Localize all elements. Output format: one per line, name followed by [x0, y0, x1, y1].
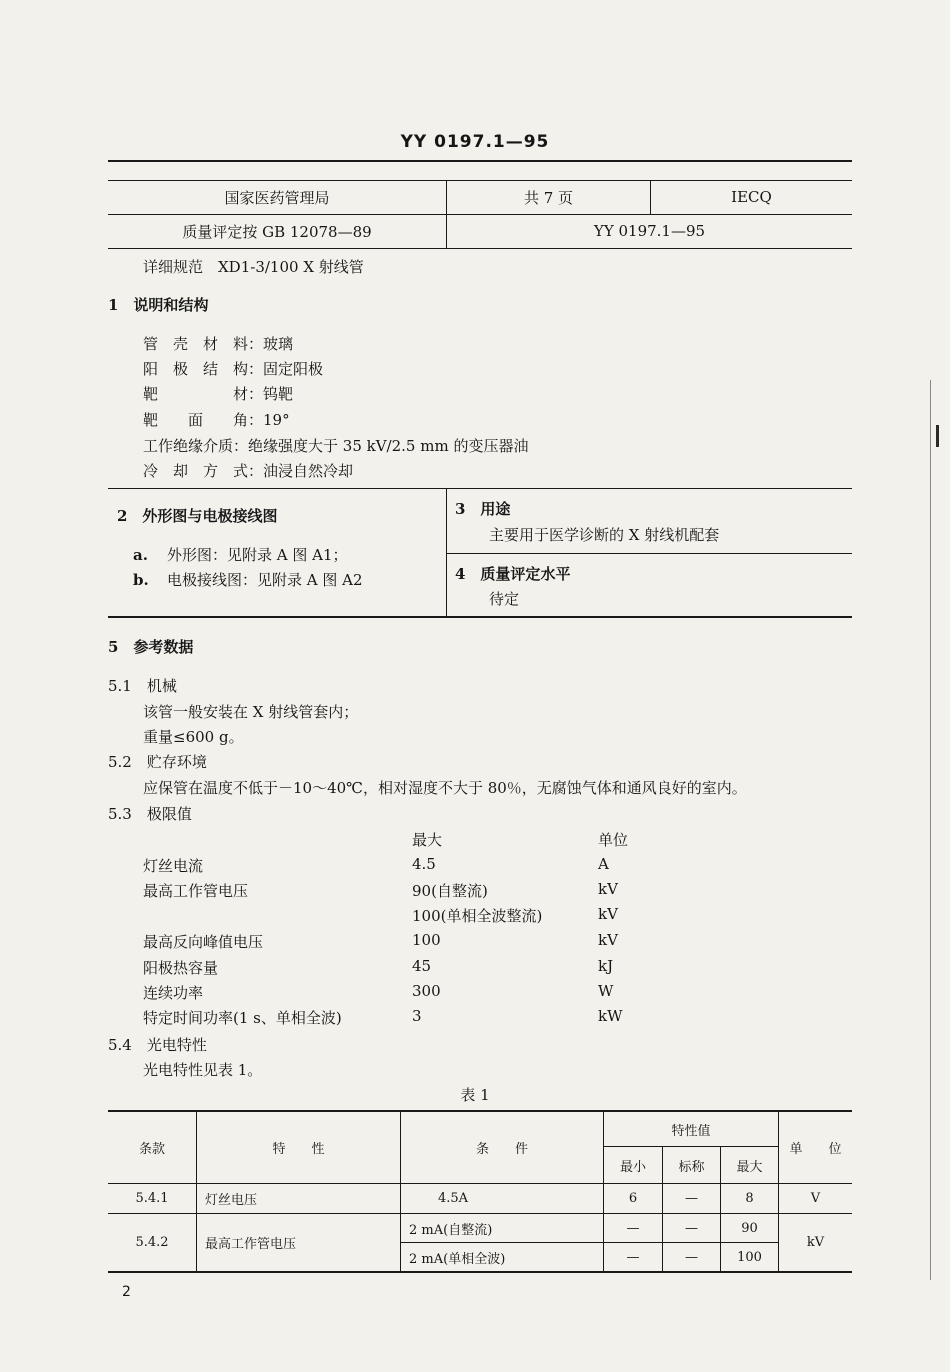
- section-5-title: 5 参考数据: [108, 638, 194, 656]
- td-unit: kV: [806, 1235, 825, 1250]
- limit-name: 阳极热容量: [143, 959, 219, 977]
- section-2-item-a: a. 外形图：见附录 A 图 A1；: [133, 546, 348, 564]
- section-5-2-text: 应保管在温度不低于－10～40℃，相对湿度不大于 80％，无腐蚀气体和通风良好的室内。: [143, 779, 747, 797]
- td-characteristic: 灯丝电压: [205, 1193, 258, 1208]
- limit-unit: kV: [598, 905, 618, 923]
- list-item: 靶 面 角：19°: [143, 411, 290, 429]
- section-3-text: 主要用于医学诊断的 X 射线机配套: [489, 526, 720, 544]
- td-nom: —: [685, 1249, 698, 1265]
- section-5-3-title: 5.3 极限值: [108, 805, 192, 823]
- section-5-1-title: 5.1 机械: [108, 677, 177, 695]
- limit-name: 特定时间功率(1 s、单相全波): [143, 1009, 342, 1027]
- page-number: 2: [122, 1284, 131, 1300]
- list-item: 阳 极 结 构：固定阳极: [143, 360, 324, 378]
- section-5-4-text: 光电特性见表 1。: [143, 1061, 263, 1079]
- limit-name: 最高工作管电压: [143, 882, 249, 900]
- system-cell: IECQ: [731, 188, 772, 206]
- td-characteristic: 最高工作管电压: [205, 1237, 297, 1252]
- section-5-2-title: 5.2 贮存环境: [108, 753, 207, 771]
- th-clause: 条款: [138, 1142, 165, 1157]
- limits-head-unit: 单位: [598, 831, 629, 849]
- limit-max: 90(自整流): [412, 882, 488, 900]
- td-min: —: [626, 1220, 640, 1236]
- section-5-1-line1: 该管一般安装在 X 射线管套内；: [143, 703, 359, 721]
- limit-unit: kW: [598, 1007, 623, 1025]
- td-max: 90: [741, 1220, 758, 1236]
- detail-spec-line: 详细规范 XD1-3/100 X 射线管: [143, 258, 364, 276]
- pages-cell: 共 7 页: [523, 188, 574, 207]
- limit-unit: kV: [598, 880, 618, 898]
- limit-name: 连续功率: [143, 984, 204, 1002]
- td-nom: —: [685, 1191, 698, 1206]
- th-nom: 标称: [678, 1159, 705, 1175]
- limit-name: 灯丝电流: [143, 857, 204, 875]
- limit-unit: kJ: [598, 957, 614, 975]
- limits-head-max: 最大: [412, 831, 443, 849]
- scan-edge-line: [930, 380, 931, 1280]
- list-item: 冷 却 方 式：油浸自然冷却: [143, 462, 354, 480]
- td-min: —: [626, 1249, 640, 1265]
- section-3-title: 3 用途: [455, 500, 511, 518]
- doc-code-cell: YY 0197.1—95: [593, 222, 706, 240]
- section-4-title: 4 质量评定水平: [455, 565, 571, 583]
- td-nom: —: [685, 1220, 698, 1236]
- limit-name: 最高反向峰值电压: [143, 933, 264, 951]
- limit-max: 4.5: [412, 855, 436, 873]
- th-values: 特性值: [671, 1123, 711, 1139]
- td-clause: 5.4.1: [135, 1191, 169, 1206]
- td-max: 100: [737, 1249, 762, 1265]
- limit-unit: W: [598, 982, 614, 1000]
- section-2-item-b: b. 电极接线图：见附录 A 图 A2: [133, 571, 363, 589]
- th-characteristic: 特 性: [272, 1142, 325, 1157]
- limit-max: 3: [412, 1007, 422, 1025]
- td-max: 8: [745, 1191, 754, 1206]
- td-clause: 5.4.2: [135, 1235, 169, 1250]
- list-item: 管 壳 材 料：玻璃: [143, 335, 294, 353]
- section-4-text: 待定: [489, 590, 520, 608]
- limit-unit: kV: [598, 931, 618, 949]
- section-1-title: 1 说明和结构: [108, 296, 209, 314]
- td-unit: V: [810, 1191, 821, 1206]
- table-1-caption: 表 1: [460, 1086, 490, 1104]
- th-max: 最大: [736, 1159, 763, 1175]
- page-header-code: YY 0197.1—95: [400, 132, 550, 152]
- limit-max: 100: [412, 931, 441, 949]
- quality-ref-cell: 质量评定按 GB 12078—89: [182, 222, 372, 241]
- issuer-cell: 国家医药管理局: [224, 188, 330, 207]
- scan-edge-mark: [936, 425, 939, 447]
- section-5-4-title: 5.4 光电特性: [108, 1036, 207, 1054]
- td-min: 6: [628, 1191, 638, 1206]
- list-item: 工作绝缘介质：绝缘强度大于 35 kV/2.5 mm 的变压器油: [143, 437, 529, 455]
- list-item: 靶 材：钨靶: [143, 385, 294, 403]
- td-condition: 2 mA(自整流): [409, 1222, 493, 1238]
- section-2-title: 2 外形图与电极接线图: [117, 507, 278, 525]
- th-unit: 单 位: [789, 1142, 842, 1157]
- limit-max: 100(单相全波整流): [412, 907, 543, 925]
- limit-unit: A: [598, 855, 609, 873]
- td-condition: 4.5A: [438, 1191, 469, 1206]
- th-min: 最小: [619, 1159, 646, 1175]
- section-5-1-line2: 重量≤600 g。: [143, 728, 244, 746]
- header-rule: [108, 160, 852, 162]
- th-condition: 条 件: [475, 1142, 528, 1157]
- limit-max: 300: [412, 982, 441, 1000]
- limit-max: 45: [412, 957, 432, 975]
- td-condition: 2 mA(单相全波): [409, 1251, 506, 1267]
